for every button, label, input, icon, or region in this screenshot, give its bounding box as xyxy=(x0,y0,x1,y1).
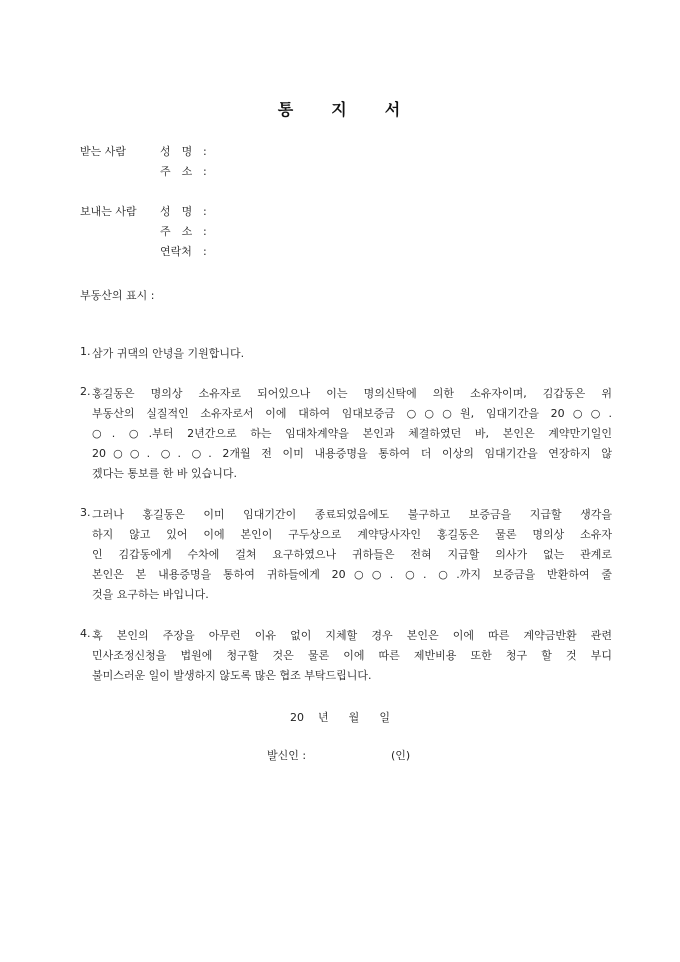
sender-address-colon: : xyxy=(203,225,207,238)
paragraph-number: 2. xyxy=(80,385,91,398)
recipient-name-colon: : xyxy=(203,145,207,158)
paragraph-line: 부동산의 실질적인 소유자로서 이에 대하여 임대보증금 ○○○원, 임대기간을 20○○. xyxy=(92,407,612,420)
paragraph-line: ○. ○.부터 2년간으로 하는 임대차계약을 본인과 체결하였던 바, 본인은 계약만기일인 xyxy=(92,427,612,440)
property-label: 부동산의 표시 : xyxy=(80,289,155,302)
date-year: 20 xyxy=(290,711,305,724)
sender-name-label: 성 명 xyxy=(160,205,193,218)
paragraph-line: 민사조정신청을 법원에 청구할 것은 물론 이에 따른 제반비용 또한 청구 할 것 부디 xyxy=(92,649,612,662)
paragraph-number: 1. xyxy=(80,345,91,358)
paragraph-line: 혹 본인의 주장을 아무런 이유 없이 지체할 경우 본인은 이에 따른 계약금반환 관련 xyxy=(92,629,612,642)
sender-name-colon: : xyxy=(203,205,207,218)
date-line xyxy=(0,709,680,725)
paragraph-line: 인 김갑동에게 수차에 걸쳐 요구하였으나 귀하들은 전혀 지급할 의사가 없는 관계로 xyxy=(92,548,612,561)
recipient-label: 받는 사람 xyxy=(80,145,127,158)
paragraph-line: 그러나 홍길동은 이미 임대기간이 종료되었음에도 불구하고 보증금을 지급할 생각을 xyxy=(92,508,612,521)
paragraph-line: 삼가 귀댁의 안녕을 기원합니다. xyxy=(92,347,245,360)
title-char-2: 지 xyxy=(331,100,349,119)
sender-contact-colon: : xyxy=(203,245,207,258)
paragraph-line: 겠다는 통보를 한 바 있습니다. xyxy=(92,467,237,480)
recipient-address-colon: : xyxy=(203,165,207,178)
paragraph-number: 4. xyxy=(80,627,91,640)
paragraph-number: 3. xyxy=(80,506,91,519)
paragraph-line: 것을 요구하는 바입니다. xyxy=(92,588,209,601)
date-month-unit: 월 xyxy=(348,711,360,724)
paragraph-line: 본인은 본 내용증명을 통하여 귀하들에게 20○○. ○. ○.까지 보증금을 반환하여 줄 xyxy=(92,568,612,581)
paragraph-line: 20○○. ○. ○. 2개월 전 이미 내용증명을 통하여 더 이상의 임대기간을 연장하지 않 xyxy=(92,447,612,460)
title-char-1: 통 xyxy=(277,100,296,119)
sender-label: 보내는 사람 xyxy=(80,205,137,218)
recipient-name-label: 성 명 xyxy=(160,145,193,158)
document-title xyxy=(0,97,680,120)
paragraph-line: 불미스러운 일이 발생하지 않도록 많은 협조 부탁드립니다. xyxy=(92,669,372,682)
date-year-unit: 년 xyxy=(318,711,329,724)
paragraph-line: 홍길동은 명의상 소유자로 되어있으나 이는 명의신탁에 의한 소유자이며, 김갑동은 위 xyxy=(92,387,612,400)
seal-mark: (인) xyxy=(391,749,411,762)
sender-signature-label: 발신인 : xyxy=(267,749,307,762)
title-char-3: 서 xyxy=(384,100,403,119)
date-day-unit: 일 xyxy=(379,711,390,724)
sender-address-label: 주 소 xyxy=(160,225,193,238)
recipient-address-label: 주 소 xyxy=(160,165,193,178)
paragraph-line: 하지 않고 있어 이에 본인이 구두상으로 계약당사자인 홍길동은 물론 명의상 소유자 xyxy=(92,528,612,541)
sender-contact-label: 연락처 xyxy=(160,245,192,258)
